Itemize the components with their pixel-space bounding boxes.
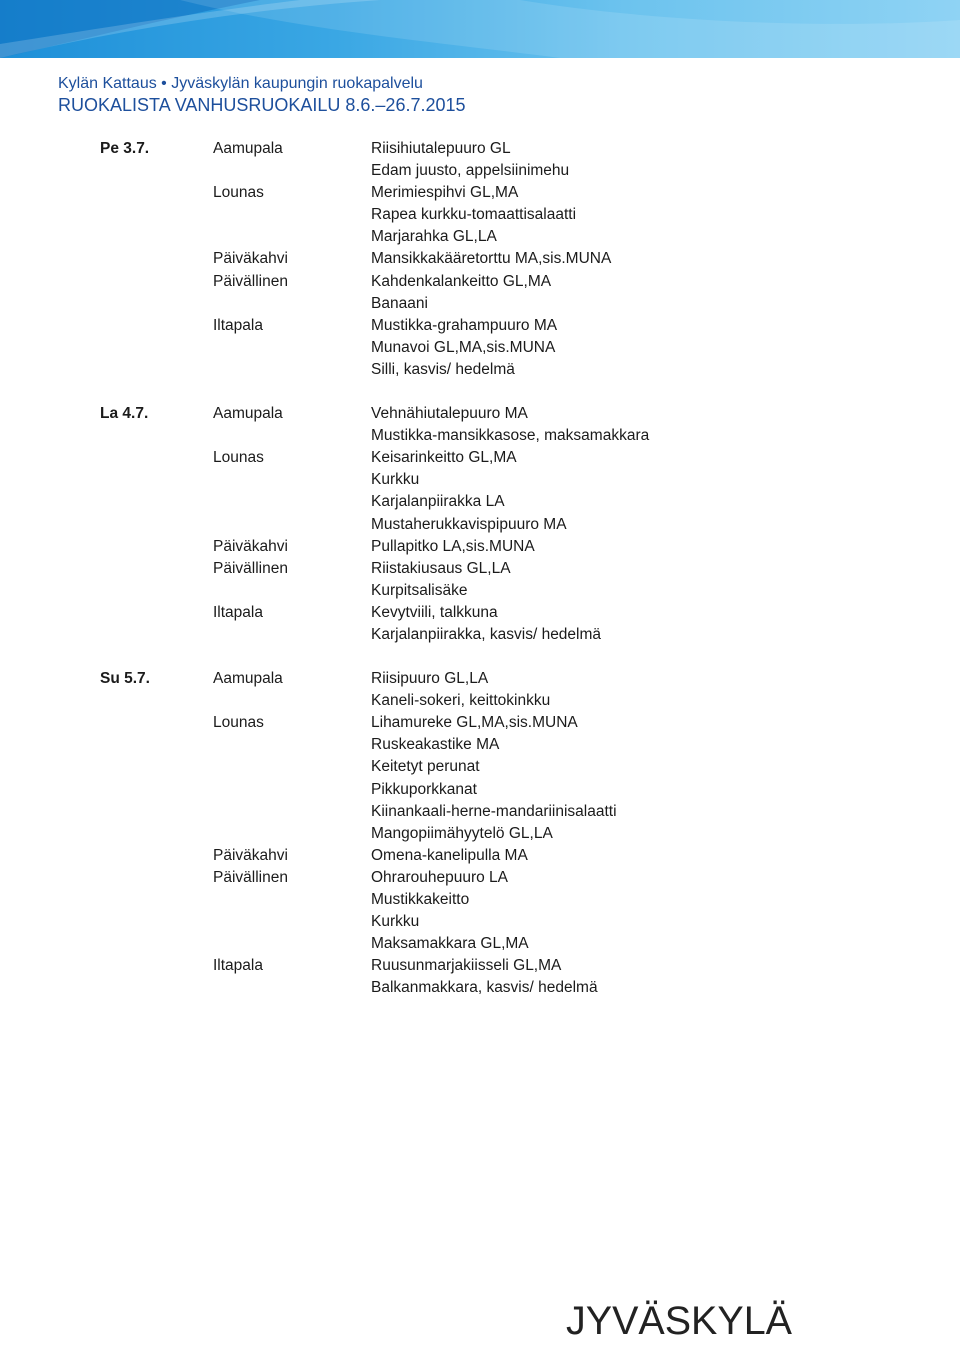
menu-item: Kaneli-sokeri, keittokinkku bbox=[371, 692, 551, 710]
menu-item: Mustikka-grahampuuro MA bbox=[371, 316, 558, 334]
meal-label: Lounas bbox=[213, 449, 264, 467]
day-label: La 4.7. bbox=[100, 405, 149, 423]
menu-line bbox=[0, 867, 960, 889]
menu-item: Banaani bbox=[371, 294, 428, 312]
menu-line bbox=[0, 845, 960, 867]
menu-item: Mustikkakeitto bbox=[371, 891, 470, 908]
menu-line bbox=[0, 514, 960, 536]
menu-line bbox=[0, 756, 960, 778]
menu-line bbox=[0, 160, 960, 182]
menu-line bbox=[0, 337, 960, 359]
menu-item: Balkanmakkara, kasvis/ hedelmä bbox=[371, 979, 598, 997]
menu-item: Vehnähiutalepuuro MA bbox=[371, 405, 528, 423]
organization-line: Kylän Kattaus • Jyväskylän kaupungin ruokapalvelu bbox=[58, 75, 423, 92]
menu-line bbox=[0, 359, 960, 381]
menu-item: Kurkku bbox=[371, 913, 420, 931]
menu-item: Munavoi GL,MA,sis.MUNA bbox=[371, 338, 556, 356]
meal-label: Iltapala bbox=[213, 316, 263, 334]
menu-item: Merimiespihvi GL,MA bbox=[371, 184, 519, 202]
menu-item: Mansikkakääretorttu MA,sis.MUNA bbox=[371, 250, 612, 268]
menu-item: Keisarinkeitto GL,MA bbox=[371, 449, 517, 467]
menu-line bbox=[0, 624, 960, 646]
meal-label: Päivällinen bbox=[213, 868, 288, 886]
menu-line bbox=[0, 447, 960, 469]
menu-line bbox=[0, 248, 960, 270]
wave-decoration bbox=[0, 0, 960, 58]
menu-item: Pullapitko LA,sis.MUNA bbox=[371, 537, 535, 555]
menu-line bbox=[0, 182, 960, 204]
day-section bbox=[0, 403, 960, 646]
meal-label: Päiväkahvi bbox=[213, 250, 288, 268]
menu-line bbox=[0, 734, 960, 756]
menu-item: Kurkku bbox=[371, 471, 420, 489]
menu-item: Omena-kanelipulla MA bbox=[371, 846, 528, 864]
menu-item: Ohrarouhepuuro LA bbox=[371, 868, 509, 886]
menu-line bbox=[0, 138, 960, 160]
menu-line bbox=[0, 469, 960, 491]
menu-line bbox=[0, 690, 960, 712]
menu-item: Riistakiusaus GL,LA bbox=[371, 559, 511, 577]
menu-item: Rapea kurkku-tomaattisalaatti bbox=[371, 206, 577, 224]
menu-item: Lihamureke GL,MA,sis.MUNA bbox=[371, 714, 578, 732]
menu-item: Kiinankaali-herne-mandariinisalaatti bbox=[371, 802, 617, 820]
menu-item: Marjarahka GL,LA bbox=[371, 228, 497, 246]
day-section bbox=[0, 138, 960, 381]
meal-label: Iltapala bbox=[213, 603, 263, 621]
menu-item: Karjalanpiirakka LA bbox=[371, 493, 505, 511]
jyvaskyla-logo bbox=[566, 1294, 796, 1340]
menu-item: Riisihiutalepuuro GL bbox=[371, 140, 511, 157]
menu-list bbox=[0, 138, 960, 1021]
menu-item: Mangopiimähyytelö GL,LA bbox=[371, 824, 553, 842]
menu-item: Maksamakkara GL,MA bbox=[371, 935, 529, 953]
menu-item: Mustikka-mansikkasose, maksamakkara bbox=[371, 427, 650, 445]
menu-item: Mustaherukkavispipuuro MA bbox=[371, 515, 567, 533]
menu-line bbox=[0, 977, 960, 999]
menu-line bbox=[0, 204, 960, 226]
menu-line bbox=[0, 403, 960, 425]
meal-label: Lounas bbox=[213, 714, 264, 732]
menu-line bbox=[0, 491, 960, 513]
day-section bbox=[0, 668, 960, 999]
meal-label: Päivällinen bbox=[213, 559, 288, 577]
menu-item: Ruskeakastike MA bbox=[371, 736, 500, 754]
menu-line bbox=[0, 536, 960, 558]
menu-line bbox=[0, 580, 960, 602]
meal-label: Aamupala bbox=[213, 670, 283, 688]
menu-item: Silli, kasvis/ hedelmä bbox=[371, 360, 515, 378]
meal-label: Iltapala bbox=[213, 957, 263, 975]
menu-line bbox=[0, 779, 960, 801]
menu-item: Keitetyt perunat bbox=[371, 758, 480, 776]
svg-text:JYVÄSKYLÄ: JYVÄSKYLÄ bbox=[566, 1299, 793, 1340]
document-header bbox=[58, 74, 466, 116]
menu-line bbox=[0, 271, 960, 293]
menu-item: Karjalanpiirakka, kasvis/ hedelmä bbox=[371, 625, 602, 643]
day-label: Su 5.7. bbox=[100, 670, 150, 688]
menu-item: Kevytviili, talkkuna bbox=[371, 603, 498, 621]
menu-item: Kurpitsalisäke bbox=[371, 581, 468, 599]
meal-label: Päiväkahvi bbox=[213, 537, 288, 555]
menu-line bbox=[0, 889, 960, 911]
menu-line bbox=[0, 933, 960, 955]
menu-line bbox=[0, 293, 960, 315]
menu-item: Ruusunmarjakiisseli GL,MA bbox=[371, 957, 562, 975]
top-banner bbox=[0, 0, 960, 58]
menu-line bbox=[0, 823, 960, 845]
day-label: Pe 3.7. bbox=[100, 140, 150, 157]
menu-title: RUOKALISTA VANHUSRUOKAILU 8.6.–26.7.2015 bbox=[58, 95, 466, 115]
meal-label: Päivällinen bbox=[213, 272, 288, 290]
meal-label: Aamupala bbox=[213, 405, 283, 423]
menu-line bbox=[0, 425, 960, 447]
menu-item: Riisipuuro GL,LA bbox=[371, 670, 489, 688]
menu-line bbox=[0, 226, 960, 248]
menu-line bbox=[0, 558, 960, 580]
meal-label: Aamupala bbox=[213, 140, 283, 157]
menu-line bbox=[0, 712, 960, 734]
menu-line bbox=[0, 801, 960, 823]
menu-item: Pikkuporkkanat bbox=[371, 780, 477, 798]
meal-label: Lounas bbox=[213, 184, 264, 202]
menu-line bbox=[0, 668, 960, 690]
menu-line bbox=[0, 602, 960, 624]
menu-item: Edam juusto, appelsiinimehu bbox=[371, 162, 570, 180]
menu-line bbox=[0, 911, 960, 933]
menu-line bbox=[0, 955, 960, 977]
menu-line bbox=[0, 315, 960, 337]
meal-label: Päiväkahvi bbox=[213, 846, 288, 864]
menu-item: Kahdenkalankeitto GL,MA bbox=[371, 272, 552, 290]
